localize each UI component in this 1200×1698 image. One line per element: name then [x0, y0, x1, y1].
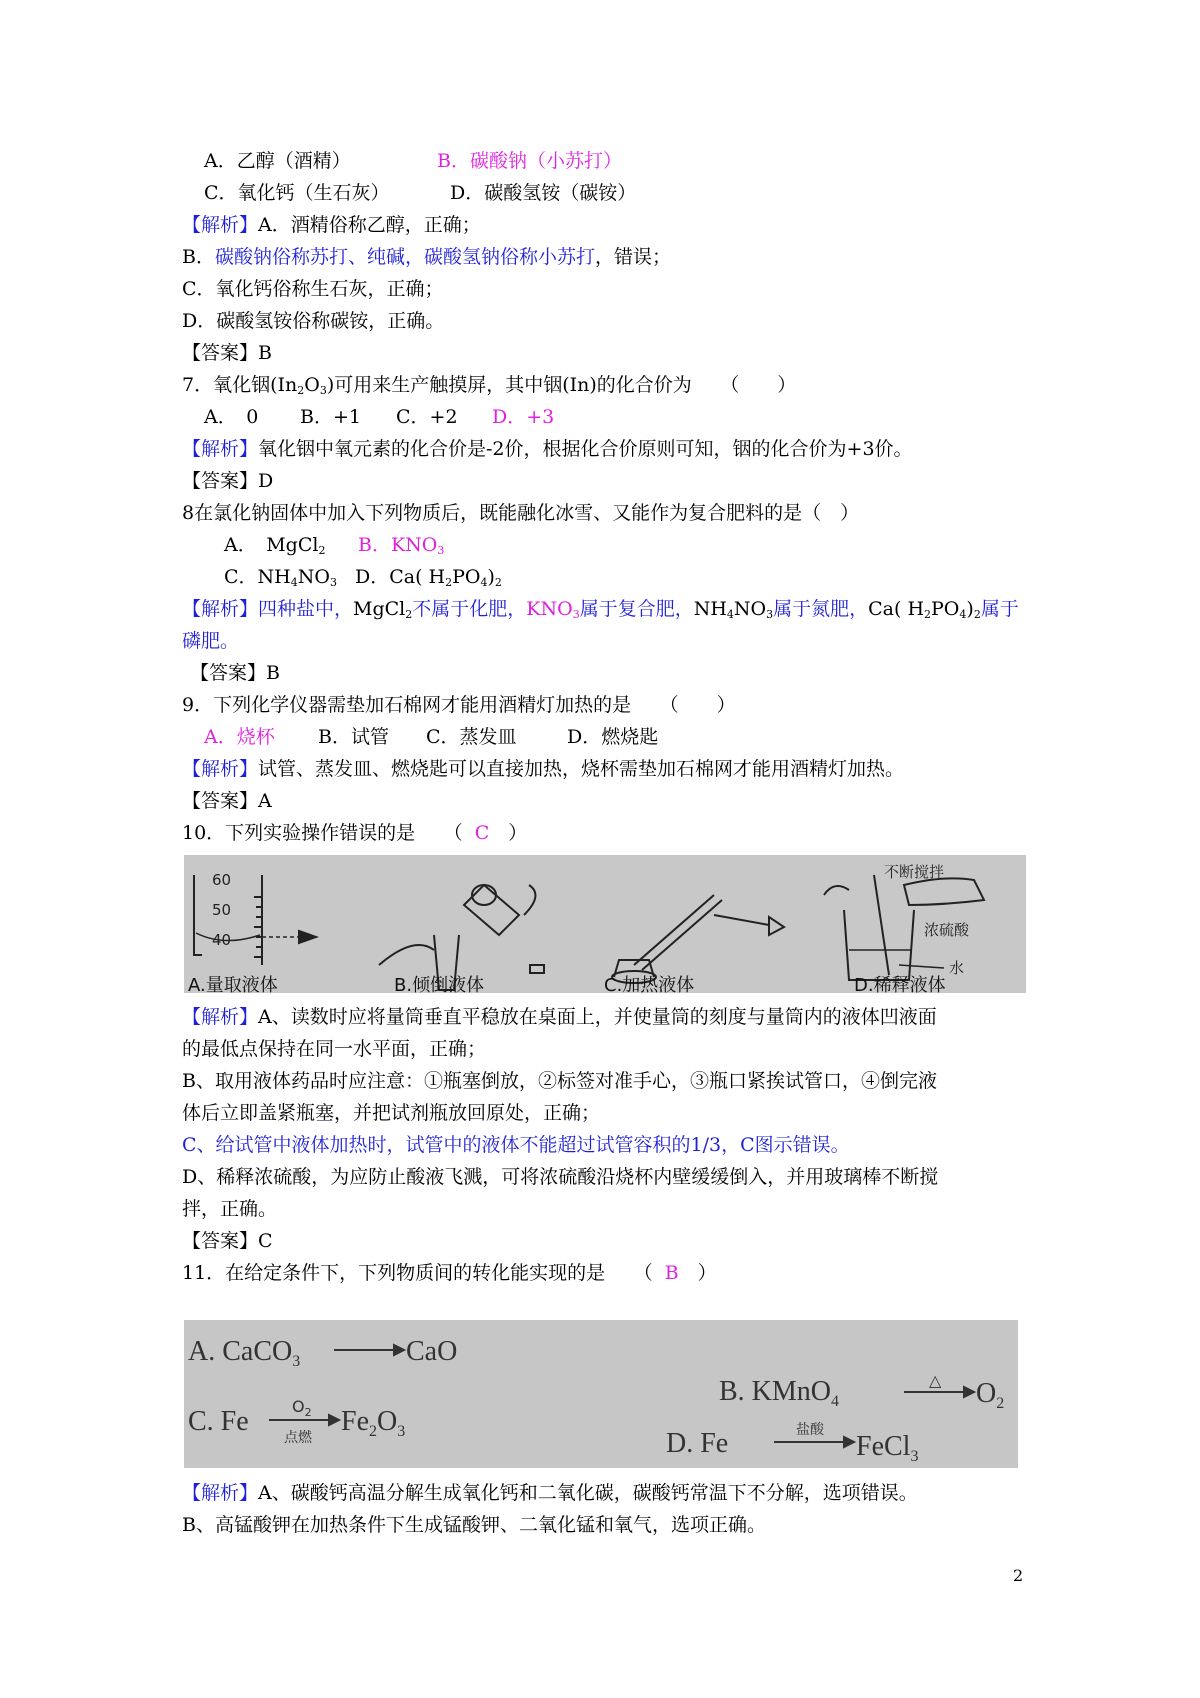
- option-c-condition-ignite: 点燃: [284, 1430, 312, 1446]
- q7-analysis: 【解析】氧化铟中氧元素的化合价是-2价，根据化合价原则可知，铟的化合价为+3价。: [182, 438, 913, 460]
- q7-stem: 7．氧化铟$(In_2O_3)$可用来生产触摸屏，其中铟(In)的化合价为 （ ）: [182, 374, 797, 397]
- label-conc-acid: 浓硫酸: [924, 921, 970, 939]
- option-c-condition-oxygen: $O_2$: [292, 1397, 312, 1419]
- cylinder-tick-60: 60: [212, 871, 232, 889]
- q10-analysis-b2: 体后立即盖紧瓶塞，并把试剂瓶放回原处，正确；: [182, 1102, 601, 1124]
- q8-option-a: A． MgCl$_2$: [224, 534, 326, 557]
- option-a-product: CaO: [406, 1336, 458, 1367]
- q10-analysis-d2: 拌，正确。: [182, 1198, 278, 1220]
- q8-analysis-line1: 【解析】四种盐中，MgCl$_2$不属于化肥，$KNO_3$属于复合肥，$NH_4NO_3$属于氮肥，Ca( $H_2PO_4)_2$属于: [182, 598, 1019, 621]
- q9-answer: 【答案】A: [182, 790, 272, 812]
- q9-option-d: D．燃烧匙: [567, 726, 659, 748]
- q8-option-d: D．Ca( $H_2PO_4)_2$: [355, 566, 502, 589]
- q8-option-b: B．$KNO_3$: [358, 534, 445, 557]
- q6-option-d: D．碳酸氢铵（碳铵）: [450, 182, 637, 204]
- label-water: 水: [949, 959, 965, 977]
- heat-symbol: △: [929, 1371, 942, 1390]
- q10-answer: 【答案】C: [182, 1230, 273, 1252]
- q9-analysis: 【解析】试管、蒸发皿、燃烧匙可以直接加热，烧杯需垫加石棉网才能用酒精灯加热。: [182, 758, 905, 780]
- q8-answer: 【答案】B: [190, 662, 280, 684]
- q10-analysis-a1: 【解析】A、读数时应将量筒垂直平稳放在桌面上，并使量筒的刻度与量筒内的液体凹液面: [182, 1006, 937, 1028]
- q7-option-a: A． 0: [204, 406, 259, 428]
- q11-analysis-b: B、高锰酸钾在加热条件下生成锰酸钾、二氧化锰和氧气，选项正确。: [182, 1514, 766, 1536]
- conversion-options-figure: [184, 1320, 1018, 1468]
- q9-option-b: B．试管: [318, 726, 389, 748]
- lab-operations-illustration: [184, 855, 1026, 993]
- q7-option-b: B．+1: [300, 406, 361, 428]
- label-pour-liquid: B.倾倒液体: [394, 975, 485, 993]
- option-d-reactant: D. Fe: [666, 1428, 729, 1459]
- lab-operations-figure: [184, 855, 1026, 993]
- q6-option-c: C．氧化钙（生石灰）: [204, 182, 390, 204]
- q7-answer: 【答案】D: [182, 470, 274, 492]
- label-measure-liquid: A.量取液体: [188, 975, 278, 993]
- option-c-product: $Fe_2O_3$: [341, 1406, 406, 1440]
- q6-option-a: A．乙醇（酒精）: [204, 150, 351, 172]
- label-dilute-liquid: D.稀释液体: [854, 975, 946, 993]
- q10-analysis-c: C、给试管中液体加热时，试管中的液体不能超过试管容积的1/3，C图示错误。: [182, 1134, 850, 1156]
- q8-analysis-line2: 磷肥。: [182, 630, 240, 652]
- page-number: 2: [1013, 1566, 1024, 1585]
- q6-option-b: B．碳酸钠（小苏打）: [437, 150, 622, 172]
- q7-option-d: D．+3: [492, 406, 555, 428]
- conversion-options-illustration: [184, 1320, 1018, 1468]
- q9-option-c: C．蒸发皿: [426, 726, 517, 748]
- q8-option-c: C．$NH_4NO_3$: [224, 566, 337, 589]
- option-d-condition-acid: 盐酸: [796, 1422, 824, 1438]
- option-b-reactant: B. KMnO$_4$: [719, 1376, 840, 1410]
- q6-analysis-a: 【解析】A．酒精俗称乙醇，正确；: [182, 214, 481, 236]
- q6-analysis-c: C．氧化钙俗称生石灰，正确；: [182, 278, 444, 300]
- option-a-reactant: A. CaCO$_3$: [188, 1336, 301, 1370]
- q10-analysis-b1: B、取用液体药品时应注意：①瓶塞倒放，②标签对准手心，③瓶口紧挨试管口，④倒完液: [182, 1070, 937, 1092]
- q10-stem: 10．下列实验操作错误的是 （ C ）: [182, 822, 528, 844]
- label-heat-liquid: C.加热液体: [604, 975, 695, 993]
- q7-option-c: C．+2: [396, 406, 458, 428]
- q9-option-a: A．烧杯: [204, 726, 275, 748]
- q9-stem: 9．下列化学仪器需垫加石棉网才能用酒精灯加热的是 （ ）: [182, 694, 736, 716]
- q8-stem: 8在氯化钠固体中加入下列物质后，既能融化冰雪、又能作为复合肥料的是（ ）: [182, 502, 860, 524]
- q10-analysis-d1: D、稀释浓硫酸，为应防止酸液飞溅，可将浓硫酸沿烧杯内壁缓缓倒入，并用玻璃棒不断搅: [182, 1166, 939, 1188]
- q10-analysis-a2: 的最低点保持在同一水平面，正确；: [182, 1038, 487, 1060]
- q6-answer: 【答案】B: [182, 342, 272, 364]
- option-c-reactant: C. Fe: [188, 1406, 249, 1437]
- q6-analysis-d: D．碳酸氢铵俗称碳铵，正确。: [182, 310, 445, 332]
- option-d-product: FeCl$_3$: [856, 1431, 919, 1465]
- option-b-product: $O_2$: [976, 1378, 1005, 1412]
- q6-analysis-b: B．碳酸钠俗称苏打、纯碱，碳酸氢钠俗称小苏打，错误；: [182, 246, 671, 268]
- q11-stem: 11．在给定条件下，下列物质间的转化能实现的是 （ B ）: [182, 1262, 717, 1284]
- cylinder-tick-50: 50: [212, 901, 232, 919]
- label-stir: 不断搅拌: [884, 863, 945, 881]
- cylinder-tick-40: 40: [212, 931, 232, 949]
- q11-analysis-a: 【解析】A、碳酸钙高温分解生成氧化钙和二氧化碳，碳酸钙常温下不分解，选项错误。: [182, 1482, 918, 1504]
